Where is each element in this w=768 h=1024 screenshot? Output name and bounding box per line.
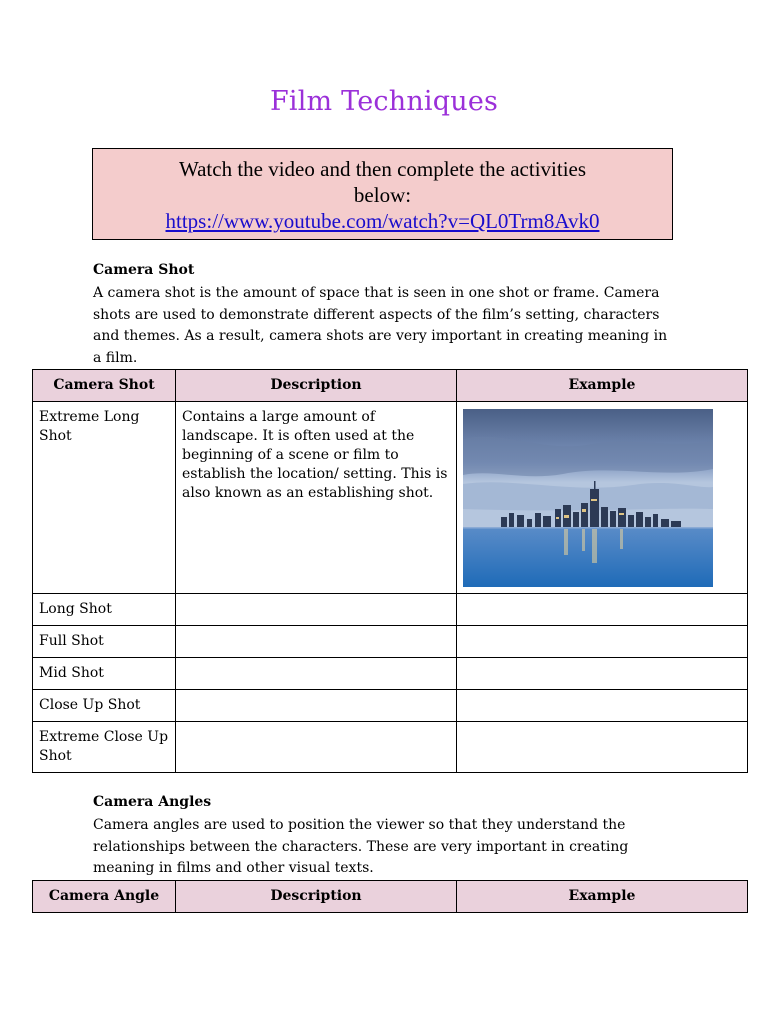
table-row: [33, 658, 748, 690]
table-row: [33, 402, 748, 594]
camera-angles-heading: Camera Angles: [93, 794, 212, 810]
page-title: Film Techniques: [269, 86, 499, 117]
shot-name: Long Shot: [33, 594, 176, 626]
camera-shot-heading: Camera Shot: [93, 262, 195, 278]
video-link[interactable]: https://www.youtube.com/watch?v=QL0Trm8Avk0: [165, 209, 600, 233]
shot-name: Extreme Long Shot: [33, 402, 176, 594]
camera-angle-table: [32, 880, 748, 913]
example-cell[interactable]: [457, 626, 748, 658]
shot-name: Extreme Close Up Shot: [33, 722, 176, 773]
header-camera-shot: Camera Shot: [33, 370, 176, 402]
shot-description[interactable]: [176, 690, 457, 722]
shot-description[interactable]: [176, 626, 457, 658]
shot-name: Full Shot: [33, 626, 176, 658]
header-camera-angle: Camera Angle: [33, 881, 176, 913]
header-description: Description: [176, 881, 457, 913]
table-header-row: [33, 370, 748, 402]
instruction-line-1: Watch the video and then complete the activities: [178, 157, 587, 181]
shot-description[interactable]: [176, 658, 457, 690]
example-cell: [457, 402, 748, 594]
city-skyline-photo: [463, 409, 713, 587]
table-row: [33, 690, 748, 722]
example-cell[interactable]: [457, 722, 748, 773]
shot-name: Mid Shot: [33, 658, 176, 690]
header-example: Example: [457, 881, 748, 913]
header-example: Example: [457, 370, 748, 402]
table-row: [33, 626, 748, 658]
example-cell[interactable]: [457, 594, 748, 626]
table-header-row: [33, 881, 748, 913]
table-row: [33, 594, 748, 626]
header-description: Description: [176, 370, 457, 402]
shot-description: Contains a large amount of landscape. It is often used at the beginning of a scene or film to establish the location/ setting. This is also known as an establishing shot.: [176, 402, 457, 594]
table-row: [33, 722, 748, 773]
instruction-line-2: below:: [353, 183, 412, 207]
shot-name: Close Up Shot: [33, 690, 176, 722]
instruction-box: [92, 148, 673, 240]
example-cell[interactable]: [457, 690, 748, 722]
camera-shot-paragraph: A camera shot is the amount of space that is seen in one shot or frame. Camera shots are used to demonstrate different aspects of the film’s setting, characters and themes. As a result, camera shots are very important in creating meaning in a film.: [93, 285, 668, 366]
shot-description[interactable]: [176, 594, 457, 626]
camera-angles-paragraph: Camera angles are used to position the viewer so that they understand the relationships between the characters. These are very important in creating meaning in films and other visual texts.: [93, 817, 629, 876]
example-cell[interactable]: [457, 658, 748, 690]
shot-description[interactable]: [176, 722, 457, 773]
camera-shot-table: [32, 369, 748, 773]
